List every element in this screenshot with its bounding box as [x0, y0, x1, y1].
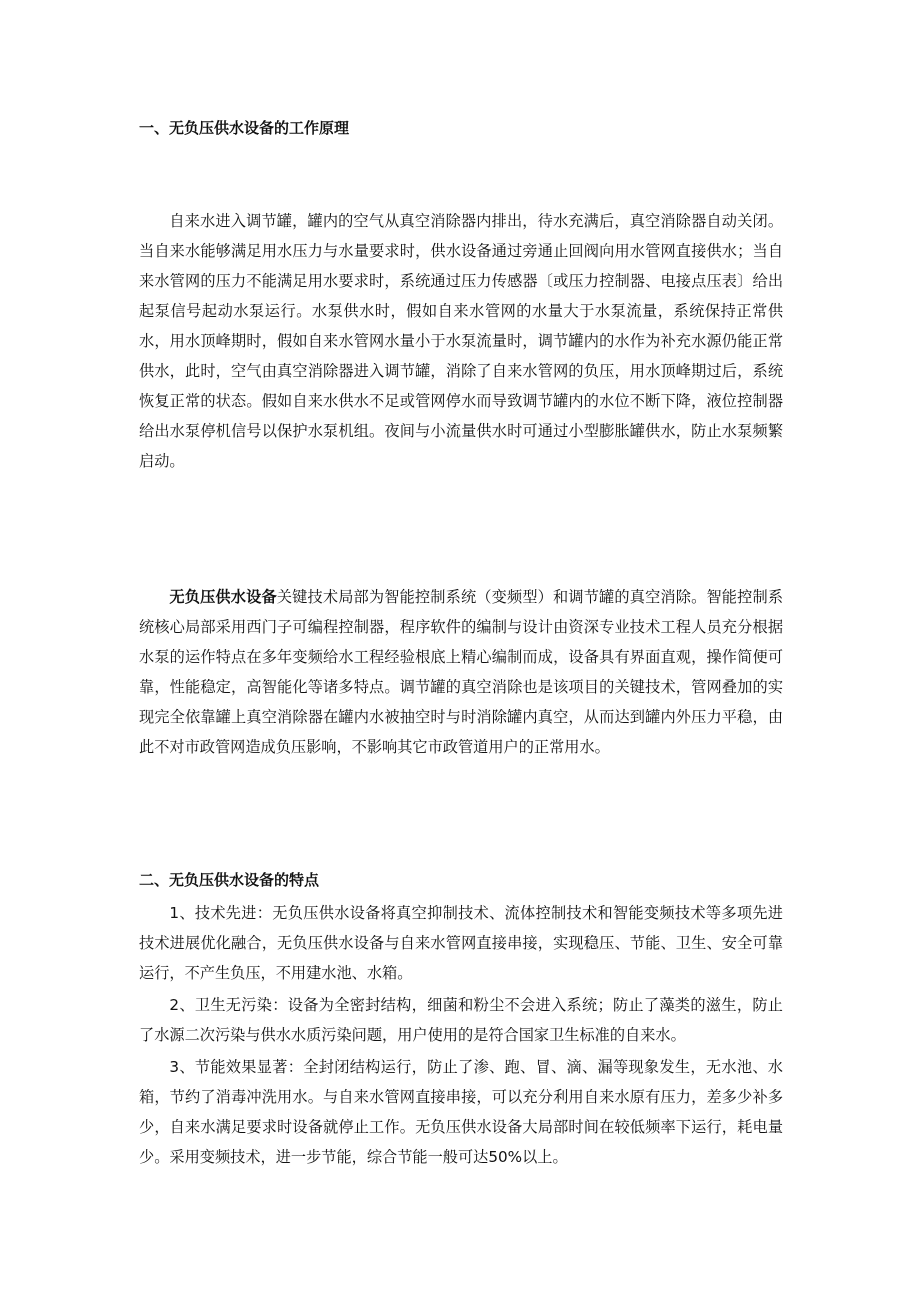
feature-item-3: 3、节能效果显著：全封闭结构运行，防止了渗、跑、冒、滴、漏等现象发生，无水池、水箱，节约了消毒冲洗用水。与自来水管网直接串接，可以充分利用自来水原有压力，差多少补多少，自来水满足要求时设备就停止工作。无负压供水设备大局部时间在较低频率下运行，耗电量少。采用变频技术，进一步节能，综合节能一般可达50%以上。	[139, 1058, 783, 1166]
feature-item-1: 1、技术先进：无负压供水设备将真空抑制技术、流体控制技术和智能变频技术等多项先进技术进展优化融合，无负压供水设备与自来水管网直接串接，实现稳压、节能、卫生、安全可靠运行，不产生负压，不用建水池、水箱。	[139, 904, 783, 982]
section1-heading: 一、无负压供水设备的工作原理	[139, 119, 350, 137]
paragraph2-lead-term: 无负压供水设备	[169, 588, 277, 606]
section1-paragraph1: 自来水进入调节罐，罐内的空气从真空消除器内排出，待水充满后，真空消除器自动关闭。当自来水能够满足用水压力与水量要求时，供水设备通过旁通止回阀向用水管网直接供水；当自来水管网的压力不能满足用水要求时，系统通过压力传感器〔或压力控制器、电接点压表〕给出起泵信号起动水泵运行。水泵供水时，假如自来水管网的水量大于水泵流量，系统保持正常供水，用水顶峰期时，假如自来水管网水量小于水泵流量时，调节罐内的水作为补充水源仍能正常供水，此时，空气由真空消除器进入调节罐，消除了自来水管网的负压，用水顶峰期过后，系统恢复正常的状态。假如自来水供水不足或管网停水而导致调节罐内的水位不断下降，液位控制器给出水泵停机信号以保护水泵机组。夜间与小流量供水时可通过小型膨胀罐供水，防止水泵频繁启动。	[139, 212, 783, 470]
feature-item-2: 2、卫生无污染：设备为全密封结构，细菌和粉尘不会进入系统；防止了藻类的滋生，防止了水源二次污染与供水水质污染问题，用户使用的是符合国家卫生标准的自来水。	[139, 996, 783, 1044]
section2-heading: 二、无负压供水设备的特点	[139, 871, 320, 889]
section1-paragraph2	[139, 582, 783, 762]
paragraph2-body: 关键技术局部为智能控制系统（变频型）和调节罐的真空消除。智能控制系统核心局部采用西门子可编程控制器，程序软件的编制与设计由资深专业技术工程人员充分根据水泵的运作特点在多年变频给水工程经验根底上精心编制而成，设备具有界面直观，操作简便可靠，性能稳定，高智能化等诸多特点。调节罐的真空消除也是该项目的关键技术，管网叠加的实现完全依靠罐上真空消除器在罐内水被抽空时与时消除罐内真空，从而达到罐内外压力平稳，由此不对市政管网造成负压影响，不影响其它市政管道用户的正常用水。	[139, 588, 784, 756]
